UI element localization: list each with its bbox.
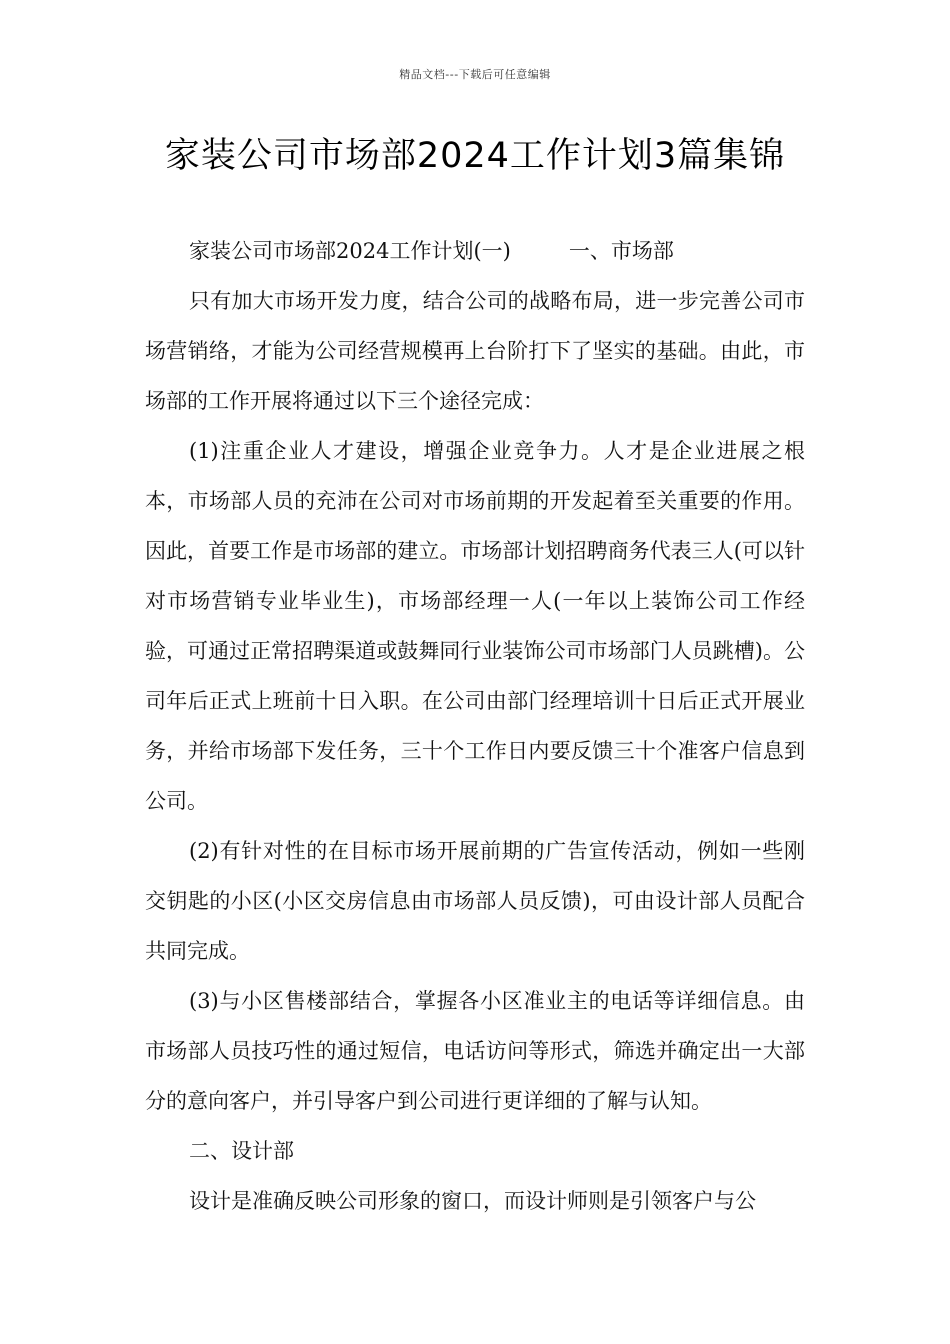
paragraph: (3)与小区售楼部结合，掌握各小区准业主的电话等详细信息。由市场部人员技巧性的通过短信，电话访问等形式，筛选并确定出一大部分的意向客户，并引导客户到公司进行更详细的了解与认知。	[145, 989, 805, 1113]
paragraph: (2)有针对性的在目标市场开展前期的广告宣传活动，例如一些刚交钥匙的小区(小区交房信息由市场部人员反馈)，可由设计部人员配合共同完成。	[145, 839, 805, 963]
subtitle-row	[145, 226, 805, 276]
paragraph: (1)注重企业人才建设，增强企业竞争力。人才是企业进展之根本，市场部人员的充沛在公司对市场前期的开发起着至关重要的作用。因此，首要工作是市场部的建立。市场部计划招聘商务代表三人(可以针对市场营销专业毕业生)，市场部经理一人(一年以上装饰公司工作经验，可通过正常招聘渠道或鼓舞同行业装饰公司市场部门人员跳槽)。公司年后正式上班前十日入职。在公司由部门经理培训十日后正式开展业务，并给市场部下发任务，三十个工作日内要反馈三十个准客户信息到公司。	[145, 439, 805, 813]
document-body	[145, 226, 805, 1226]
header-note: 精品文档---下载后可任意编辑	[399, 68, 551, 81]
document-subtitle: 家装公司市场部2024工作计划(一)	[189, 239, 511, 263]
section-heading-design: 二、设计部	[189, 1139, 294, 1163]
document-title: 家装公司市场部2024工作计划3篇集锦	[164, 136, 786, 176]
section-heading-market: 一、市场部	[568, 239, 674, 263]
paragraph: 设计是准确反映公司形象的窗口，而设计师则是引领客户与公	[189, 1189, 756, 1213]
paragraph: 只有加大市场开发力度，结合公司的战略布局，进一步完善公司市场营销络，才能为公司经营规模再上台阶打下了坚实的基础。由此，市场部的工作开展将通过以下三个途径完成：	[145, 289, 805, 413]
